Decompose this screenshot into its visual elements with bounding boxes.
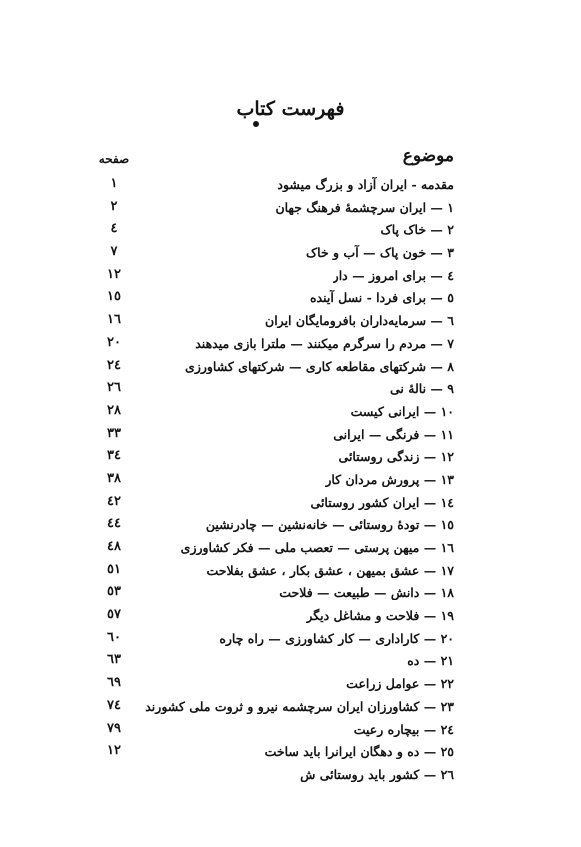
list-item [0, 310, 581, 333]
entry-topic: ۷ — مردم را سرگرم میکنند — ملترا بازی میدهند [195, 335, 454, 351]
entry-topic: ٦ — سرمایه‌داران بافرومایگان ایران [265, 313, 454, 329]
list-item [0, 424, 581, 447]
list-item [0, 219, 581, 242]
entry-topic: ۱۷ — عشق بمیهن ، عشق بکار ، عشق بفلاحت [206, 562, 454, 578]
list-item [0, 378, 581, 401]
entry-page-number: ٥۳ [107, 584, 121, 600]
entry-page-number: ٦۰ [107, 629, 121, 645]
list-item [0, 197, 581, 220]
entry-page-number: ٤۸ [107, 539, 121, 554]
entry-page-number: ۲۸ [107, 402, 121, 418]
entry-topic: ۱ — ایران سرچشمهٔ فرهنگ جهان [275, 199, 454, 215]
entry-page-number: ۲ [110, 198, 118, 214]
entry-topic: ٤ — برای امروز — دار [332, 267, 454, 283]
entry-page-number: ۱ [110, 176, 118, 191]
entry-topic: ۱۸ — دانش — طبیعت — فلاحت [279, 585, 454, 601]
entry-page-number: ۲۰ [107, 334, 121, 350]
list-item [0, 605, 581, 628]
contents-list [0, 174, 581, 787]
list-item [0, 492, 581, 515]
entry-page-number: ٥۷ [107, 607, 121, 623]
entry-topic: ۲٤ — بیچاره رعیت [353, 721, 454, 737]
list-item [0, 537, 581, 560]
entry-page-number: ۳۳ [107, 425, 121, 441]
entry-topic: ۸ — شرکتهای مقاطعه کاری — شرکتهای کشاورزی [185, 358, 454, 374]
entry-topic: ۲۰ — کارادارى — کار کشاورزی — راه چاره [219, 630, 454, 646]
entry-page-number: ۲٤ [107, 357, 121, 373]
list-item [0, 673, 581, 696]
entry-topic: ۲۳ — کشاورزان ایران سرچشمه نیرو و ثروت ملی کشورند [145, 698, 454, 714]
list-item [0, 287, 581, 310]
entry-topic: ۱٤ — ایران کشور روستائی [310, 494, 454, 510]
list-item [0, 764, 581, 787]
entry-page-number: ۷۹ [107, 720, 121, 736]
list-item [0, 560, 581, 583]
entry-page-number: ٤۲ [107, 493, 121, 509]
entry-page-number: ۷ [110, 244, 118, 260]
list-item [0, 514, 581, 537]
entry-topic: ۳ — خون پاک — آب و خاک [305, 245, 454, 261]
entry-page-number: ۳٤ [107, 448, 121, 464]
list-item [0, 650, 581, 673]
entry-page-number: ٦۹ [107, 675, 121, 691]
entry-topic: ۲٥ — ده و دهگان ایرانرا باید ساخت [264, 744, 454, 760]
list-item [0, 582, 581, 605]
entry-topic: ٥ — برای فردا - نسل آینده [310, 290, 454, 306]
entry-topic: ۹ — نالهٔ نی [390, 381, 454, 397]
entry-topic: ۱۹ — فلاحت و مشاغل دیگر [306, 608, 454, 624]
entry-page-number: ۲٦ [107, 380, 121, 396]
list-item [0, 628, 581, 651]
entry-page-number: ۱٥ [107, 289, 121, 305]
entry-topic: ۱۳ — پرورش مردان کار [325, 471, 454, 487]
topic-column-header: موضوع [402, 146, 454, 166]
list-item [0, 265, 581, 288]
list-item [0, 446, 581, 469]
list-item [0, 696, 581, 719]
list-item [0, 719, 581, 742]
entry-topic: ۱۱ — فرنگی — ایرانی [333, 426, 454, 442]
entry-page-number: ٤٤ [107, 516, 121, 532]
entry-page-number: ۳۸ [107, 470, 121, 486]
entry-topic: مقدمه - ایران آزاد و بزرگ میشود [277, 177, 454, 192]
entry-page-number: ۱۲ [107, 266, 121, 282]
list-item [0, 741, 581, 764]
page-column-header: صفحه [98, 152, 130, 166]
entry-page-number: ۱۲ [107, 743, 121, 759]
entry-topic: ۲٦ — کشور باید روستائی ش [300, 766, 454, 782]
list-item [0, 242, 581, 265]
list-item [0, 174, 581, 197]
entry-page-number: ٥۱ [107, 561, 121, 577]
ink-dot [253, 121, 259, 127]
list-item [0, 401, 581, 424]
entry-topic: ۱۲ — زندگی روستائی [338, 449, 454, 465]
list-item [0, 333, 581, 356]
entry-topic: ۲ — خاک پاک [380, 222, 454, 238]
list-item [0, 356, 581, 379]
entry-topic: ۲۱ — ده [407, 653, 454, 669]
list-item [0, 469, 581, 492]
entry-topic: ۲۲ — عوامل زراعت [346, 676, 454, 692]
entry-page-number: ٤ [110, 221, 118, 237]
entry-topic: ۱٦ — میهن پرستی — تعصب ملی — فکر کشاورزی [180, 540, 454, 555]
entry-page-number: ۷٤ [107, 697, 121, 713]
entry-page-number: ۱٦ [107, 312, 121, 328]
entry-topic: ۱٥ — تودهٔ روستائی — خانه‌نشین — چادرنشین [205, 517, 454, 533]
page-title: فهرست کتاب [236, 98, 345, 120]
entry-topic: ۱۰ — ایرانی کیست [350, 403, 454, 419]
entry-page-number: ٦۳ [107, 652, 121, 668]
